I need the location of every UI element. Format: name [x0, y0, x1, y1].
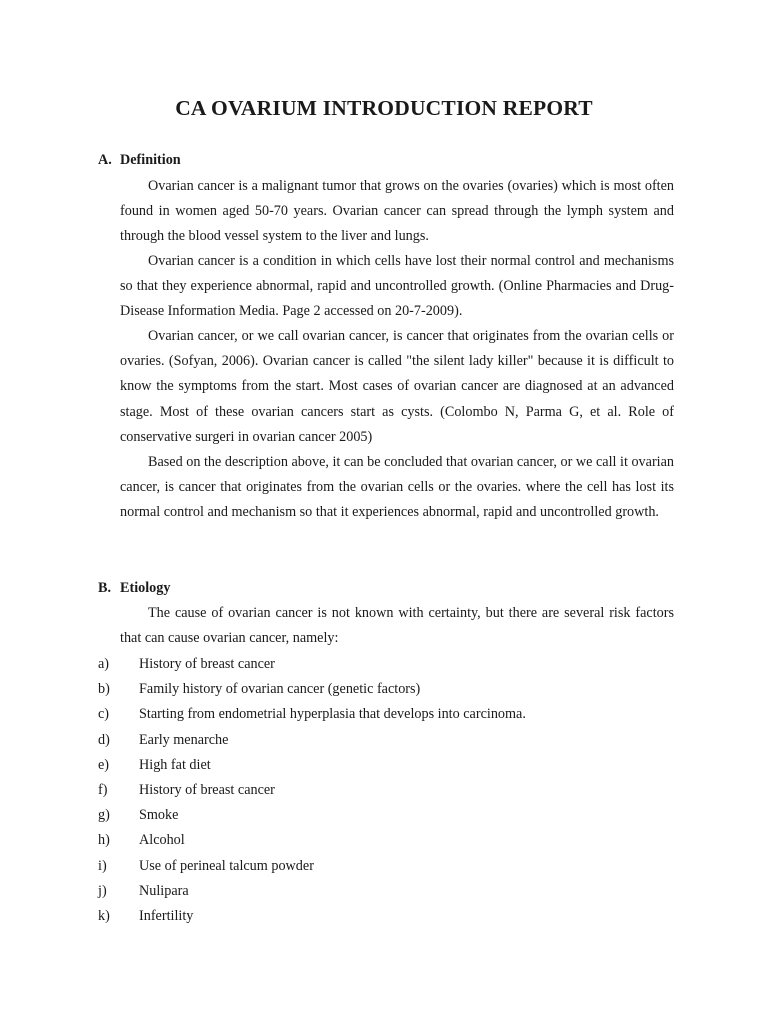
risk-factor-list	[98, 652, 526, 929]
section-heading-etiology	[98, 580, 170, 597]
list-marker: c)	[98, 706, 110, 723]
list-marker: h)	[98, 832, 110, 849]
list-item-text: High fat diet	[139, 756, 211, 773]
list-item	[98, 879, 526, 904]
list-marker: j)	[98, 882, 107, 899]
list-item	[98, 753, 526, 778]
list-item-text: Alcohol	[139, 832, 185, 849]
definition-paragraph-4: Based on the description above, it can be concluded that ovarian cancer, or we call it ovarian cancer, is cancer that originates from the ovarian cells or the ovaries. where the cell has lost its normal control and mechanism so that it experiences abnormal, rapid and uncontrolled growth.	[120, 454, 674, 521]
list-marker: a)	[98, 656, 110, 672]
list-item	[98, 803, 526, 828]
list-item-text: Nulipara	[139, 882, 189, 899]
section-letter: A.	[98, 152, 112, 168]
definition-paragraph-1: Ovarian cancer is a malignant tumor that grows on the ovaries (ovaries) which is most often found in women aged 50-70 years. Ovarian cancer can spread through the lymph system and through the blood vessel system to the liver and lungs.	[120, 178, 674, 245]
definition-paragraph-3: Ovarian cancer, or we call ovarian cancer, is cancer that originates from the ovarian cells or ovaries. (Sofyan, 2006). Ovarian cancer is called "the silent lady killer" because it is difficult to know the symptoms from the start. Most cases of ovarian cancer are diagnosed at an advanced stage. Most of these ovarian cancers start as cysts. (Colombo N, Parma G, et al. Role of conservative surgeri in ovarian cancer 2005)	[120, 328, 674, 445]
list-item-text: Smoke	[139, 807, 179, 824]
list-item-text: Family history of ovarian cancer (genetic factors)	[139, 681, 421, 698]
list-item-text: Early menarche	[139, 731, 229, 748]
list-marker: d)	[98, 731, 110, 748]
list-item	[98, 677, 526, 702]
list-item	[98, 652, 526, 677]
list-item	[98, 728, 526, 753]
list-marker: i)	[98, 857, 107, 874]
list-item	[98, 904, 526, 929]
etiology-intro-paragraph: The cause of ovarian cancer is not known with certainty, but there are several risk factors that can cause ovarian cancer, namely:	[120, 605, 674, 647]
section-title: Definition	[120, 152, 181, 168]
list-item	[98, 778, 526, 803]
list-marker: e)	[98, 756, 110, 773]
list-item	[98, 854, 526, 879]
list-item	[98, 828, 526, 853]
list-item	[98, 702, 526, 727]
list-marker: b)	[98, 681, 110, 698]
list-item-text: History of breast cancer	[139, 781, 275, 798]
list-item-text: Infertility	[139, 907, 194, 924]
section-title: Etiology	[120, 580, 171, 596]
definition-paragraph-2: Ovarian cancer is a condition in which cells have lost their normal control and mechanisms so that they experience abnormal, rapid and uncontrolled growth. (Online Pharmacies and Drug-Disease Information Media. Page 2 accessed on 20-7-2009).	[120, 253, 674, 320]
page-title: CA OVARIUM INTRODUCTION REPORT	[175, 96, 593, 120]
list-item-text: History of breast cancer	[139, 656, 275, 672]
section-heading-definition	[98, 152, 181, 169]
list-marker: f)	[98, 781, 108, 798]
list-item-text: Starting from endometrial hyperplasia that develops into carcinoma.	[139, 706, 526, 723]
list-item-text: Use of perineal talcum powder	[139, 857, 314, 874]
list-marker: g)	[98, 807, 110, 824]
list-marker: k)	[98, 907, 110, 924]
section-letter: B.	[98, 580, 112, 596]
